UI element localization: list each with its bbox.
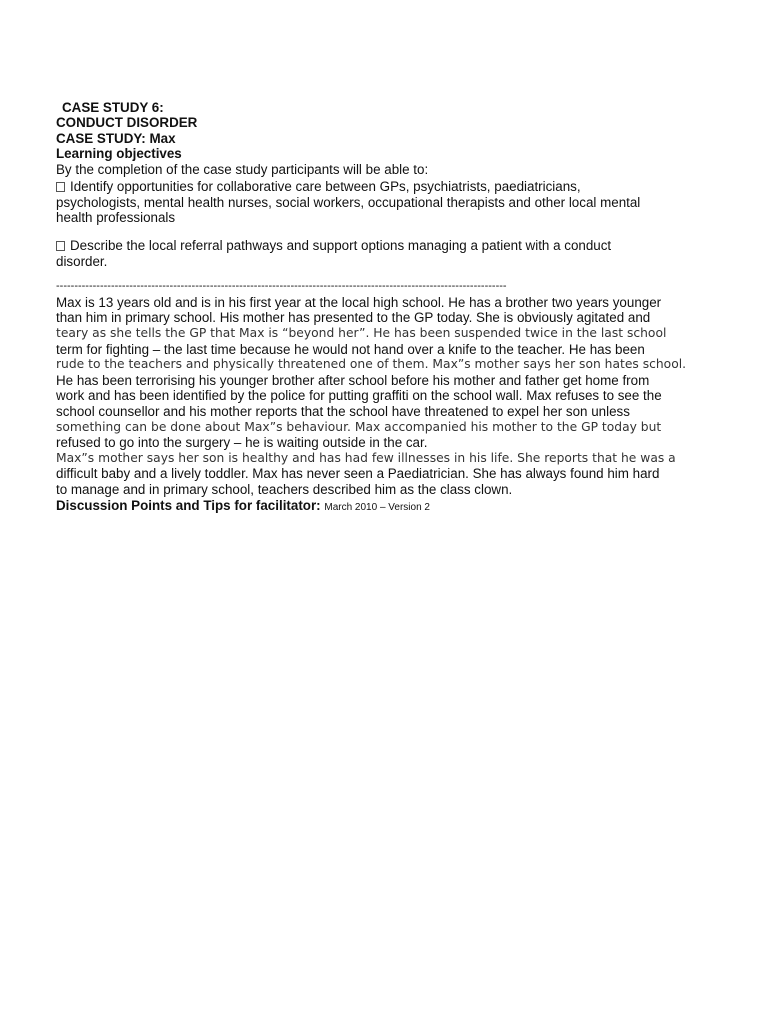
- objective-line: disorder.: [56, 253, 108, 269]
- case-name-heading: CASE STUDY: Max: [56, 130, 176, 146]
- case-line: something can be done about Max”s behaviour. Max accompanied his mother to the GP today but: [56, 419, 662, 434]
- case-line: Max is 13 years old and is in his first year at the local high school. He has a brother two years younger: [56, 294, 662, 310]
- objective-line: psychologists, mental health nurses, social workers, occupational therapists and other local mental: [56, 194, 641, 210]
- section-separator: ---------------------------------------------------------------------------------------------------------------------------: [56, 280, 507, 293]
- case-line: He has been terrorising his younger brother after school before his mother and father get home from: [56, 372, 650, 388]
- objective-line: Identify opportunities for collaborative care between GPs, psychiatrists, paediatricians,: [70, 179, 581, 195]
- case-line: rude to the teachers and physically threatened one of them. Max”s mother says her son hates school.: [56, 357, 687, 372]
- topic-heading: CONDUCT DISORDER: [56, 115, 198, 131]
- objective-item: [56, 238, 736, 269]
- case-line: work and has been identified by the police for putting graffiti on the school wall. Max refuses to see the: [56, 388, 662, 404]
- objective-line: Describe the local referral pathways and support options managing a patient with a conduct: [70, 238, 612, 253]
- case-line: teary as she tells the GP that Max is “beyond her”. He has been suspended twice in the last school: [56, 325, 667, 340]
- discussion-footer: [56, 498, 736, 516]
- case-line: term for fighting – the last time because he would not hand over a knife to the teacher. He has been: [56, 341, 645, 357]
- case-number-heading: CASE STUDY 6:: [62, 100, 164, 115]
- objective-item: [56, 179, 736, 226]
- objective-line: health professionals: [56, 210, 176, 226]
- case-line: Max”s mother says her son is healthy and has had few illnesses in his life. She reports that he was a: [56, 450, 676, 465]
- case-line: difficult baby and a lively toddler. Max has never seen a Paediatrician. She has always found him hard: [56, 466, 660, 482]
- objectives-heading: Learning objectives: [56, 146, 182, 162]
- case-line: school counsellor and his mother reports that the school have threatened to expel her son unless: [56, 403, 630, 419]
- case-description: [56, 295, 736, 498]
- document-content: [56, 100, 736, 515]
- case-line: than him in primary school. His mother has presented to the GP today. She is obviously agitated and: [56, 310, 651, 326]
- case-line: to manage and in primary school, teachers described him as the class clown.: [56, 481, 513, 497]
- case-line: refused to go into the surgery – he is waiting outside in the car.: [56, 435, 428, 451]
- objectives-intro: By the completion of the case study participants will be able to:: [56, 161, 429, 177]
- version-note: March 2010 – Version 2: [324, 501, 430, 513]
- bullet-box-icon: [56, 182, 65, 192]
- bullet-box-icon: [56, 241, 65, 251]
- discussion-heading: Discussion Points and Tips for facilitator:: [56, 497, 321, 513]
